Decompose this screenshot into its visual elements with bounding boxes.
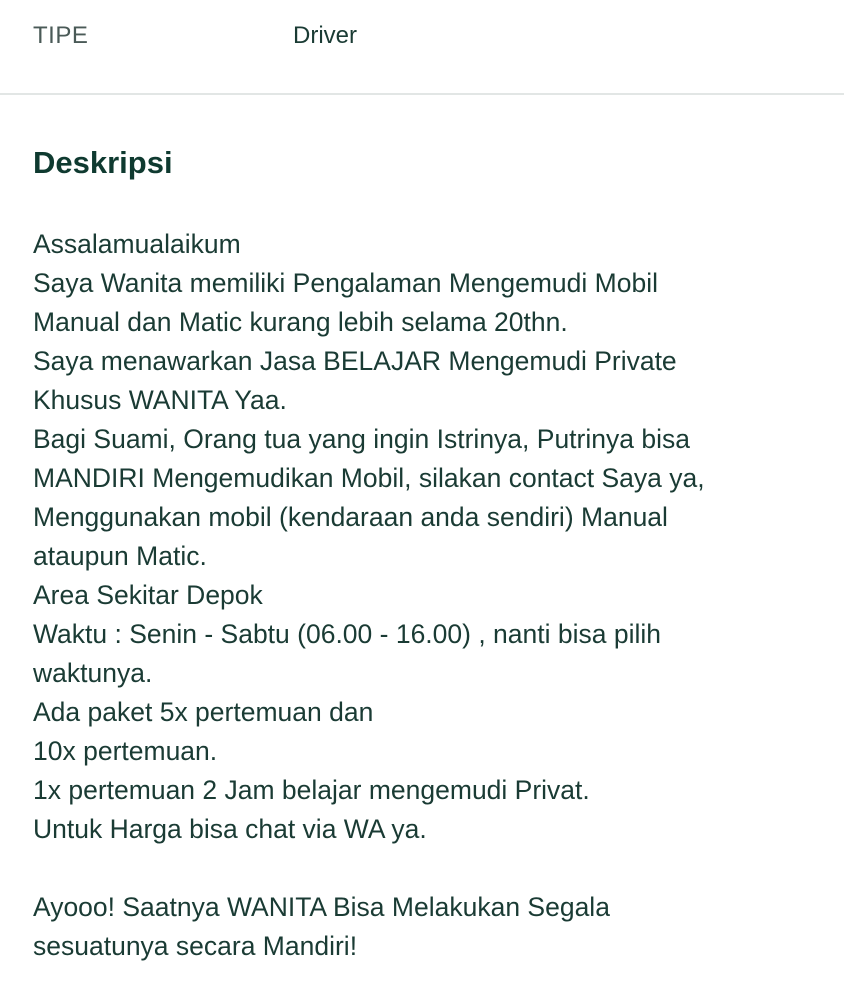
description-line: Saya Wanita memiliki Pengalaman Mengemudi Mobil: [33, 268, 658, 298]
description-line: waktunya.: [33, 658, 153, 688]
description-line: Waktu : Senin - Sabtu (06.00 - 16.00) , nanti bisa pilih: [33, 619, 662, 649]
description-line: Saya menawarkan Jasa BELAJAR Mengemudi Private: [33, 346, 677, 376]
description-line: 1x pertemuan 2 Jam belajar mengemudi Privat.: [33, 775, 590, 805]
description-line: Khusus WANITA Yaa.: [33, 385, 287, 415]
description-line: MANDIRI Mengemudikan Mobil, silakan contact Saya ya,: [33, 463, 705, 493]
description-line: ataupun Matic.: [33, 541, 207, 571]
description-line: sesuatunya secara Mandiri!: [33, 931, 358, 961]
description-line: Assalamualaikum: [33, 229, 241, 259]
description-blank-line: [33, 849, 811, 888]
description-line: Ayooo! Saatnya WANITA Bisa Melakukan Segala: [33, 892, 610, 922]
spec-value: Driver: [293, 22, 357, 49]
description-line: Bagi Suami, Orang tua yang ingin Istrinya, Putrinya bisa: [33, 424, 690, 454]
spec-row-type: [0, 0, 844, 95]
description-line: Manual dan Matic kurang lebih selama 20thn.: [33, 307, 568, 337]
spec-label: TIPE: [33, 22, 89, 49]
description-line: Untuk Harga bisa chat via WA ya.: [33, 814, 427, 844]
description-title: Deskripsi: [33, 145, 173, 180]
description-section: [0, 143, 844, 966]
description-line: Area Sekitar Depok: [33, 580, 263, 610]
description-line: 10x pertemuan.: [33, 736, 218, 766]
description-line: Menggunakan mobil (kendaraan anda sendiri) Manual: [33, 502, 668, 532]
description-line: Ada paket 5x pertemuan dan: [33, 697, 374, 727]
description-body: [33, 225, 811, 966]
